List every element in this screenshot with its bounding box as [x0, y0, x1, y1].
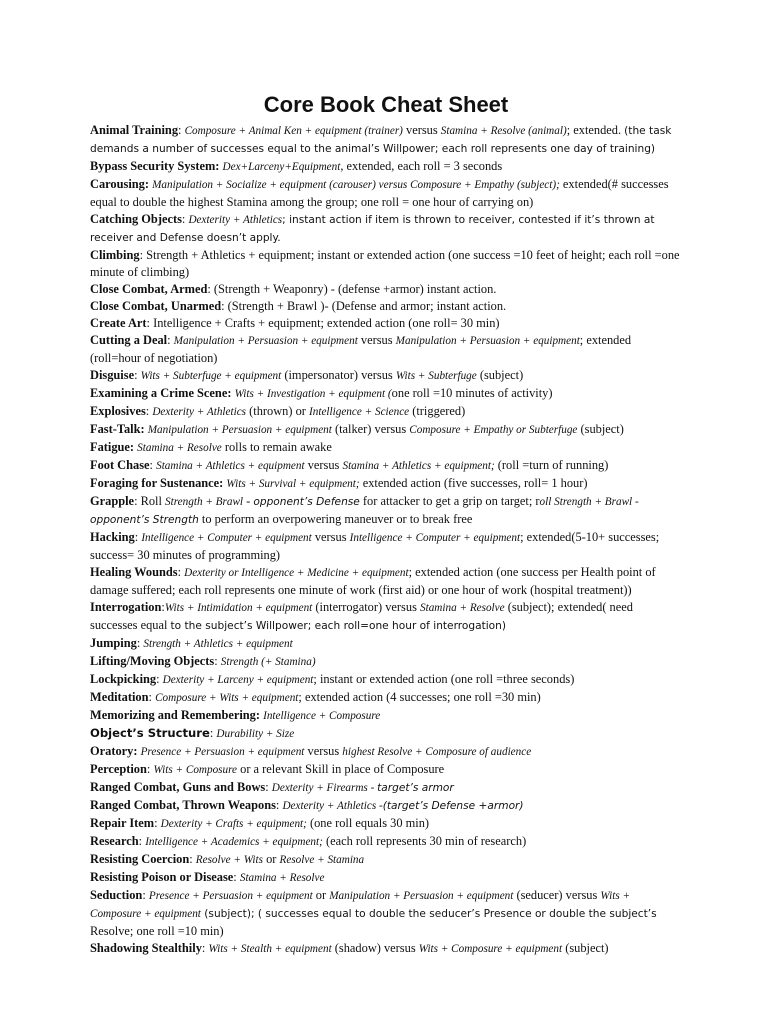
entry-memorizing-and-remembering — [90, 707, 682, 725]
entry-perception — [90, 761, 682, 779]
entry-text: : — [142, 888, 149, 902]
entry-text: versus — [357, 333, 396, 347]
entry-term: Foot Chase — [90, 458, 150, 472]
entry-text: : Intelligence + Crafts + equipment; extended action (one roll= 30 min) — [146, 316, 500, 330]
entry-formula: Wits + Composure — [153, 764, 238, 776]
entry-text: ; extended action (4 successes; one roll =30 min) — [298, 690, 541, 704]
entry-climbing — [90, 247, 682, 281]
page-title: Core Book Cheat Sheet — [263, 92, 509, 117]
entry-text: (talker) versus — [331, 422, 410, 436]
entry-formula: Resolve + Stamina — [279, 854, 365, 866]
entry-bypass-security-system — [90, 158, 682, 176]
entry-healing-wounds — [90, 564, 682, 599]
entry-term: Resisting Coercion — [90, 852, 190, 866]
entry-text: : — [156, 672, 163, 686]
entry-cutting-a-deal — [90, 332, 682, 367]
entry-explosives — [90, 403, 682, 421]
entry-text: ; instant or extended action (one roll =three seconds) — [313, 672, 575, 686]
entry-term: Bypass Security System: — [90, 159, 220, 173]
entry-text: ; extended. — [566, 123, 625, 137]
entry-text: (subject); extended( need successes equal — [90, 600, 633, 632]
entry-text: : — [148, 690, 156, 704]
entry-text: , extended, each roll = 3 seconds — [340, 159, 503, 173]
entry-term: Jumping — [90, 636, 137, 650]
cheat-sheet-page — [90, 90, 682, 958]
entry-term: Cutting a Deal — [90, 333, 168, 347]
entry-text: : — [138, 834, 146, 848]
entry-formula: Manipulation + Socialize + equipment (carouser) versus Composure + Empathy (subject); — [152, 179, 560, 191]
entry-text: : (Strength + Weaponry) - (defense +armor) instant action. — [207, 282, 497, 296]
entry-formula: highest Resolve + Composure of audience — [342, 746, 532, 758]
entry-text: : — [189, 852, 196, 866]
entry-text: (shadow) versus — [331, 941, 419, 955]
entry-term: Oratory: — [90, 744, 138, 758]
entry-formula: Wits + Subterfuge — [395, 370, 477, 382]
entry-foraging-for-sustenance — [90, 475, 682, 493]
entry-formula: Dex+Larceny+Equipment — [222, 161, 341, 173]
entry-term: Repair Item — [90, 816, 155, 830]
entry-text: extended(# successes equal to double the highest Stamina among the group; one roll = one hour of carrying on) — [90, 177, 669, 209]
entry-text: : — [136, 636, 144, 650]
entry-text: or a relevant Skill in place of Composure — [237, 762, 445, 776]
entry-note: (the task demands a number of successes equal to the animal’s Willpower; each roll represents one day of training) — [90, 125, 672, 155]
entry-text: (one roll equals 30 min) — [306, 816, 430, 830]
entry-text: ; extended(5-10+ successes; success= 30 minutes of programming) — [90, 530, 660, 562]
entry-grapple — [90, 493, 682, 529]
entry-text: : — [181, 212, 189, 226]
entry-formula-italic: opponent’s Strength — [90, 514, 199, 526]
entry-foot-chase — [90, 457, 682, 475]
entry-term: Grapple — [90, 494, 135, 508]
entry-note: (subject); ( successes equal to double the seducer’s Presence or double the subject’s — [200, 908, 657, 920]
entry-create-art — [90, 315, 682, 332]
entry-note: ; instant action if item is thrown to receiver, contested if it’s thrown at receiver and Defense doesn’t apply. — [90, 214, 655, 244]
entry-formula: Stamina + Resolve — [420, 602, 505, 614]
entry-text: (subject) — [562, 941, 609, 955]
entry-text: : — [178, 123, 185, 137]
entry-formula: Composure + Animal Ken + equipment (trainer) — [184, 125, 403, 137]
entry-formula: Presence + Persuasion + equipment — [148, 890, 313, 902]
entry-hacking — [90, 529, 682, 564]
entry-text: : — [154, 816, 161, 830]
entry-formula: Intelligence + Academics + equipment; — [145, 836, 323, 848]
entry-resisting-coercion — [90, 851, 682, 869]
entry-disguise — [90, 367, 682, 385]
entry-fatigue — [90, 439, 682, 457]
entry-ranged-combat-thrown-weapons — [90, 797, 682, 815]
entry-text: : — [209, 726, 217, 740]
entry-ranged-combat-guns-and-bows — [90, 779, 682, 797]
entry-text: : — [265, 780, 272, 794]
entry-formula: Stamina + Athletics + equipment — [156, 460, 305, 472]
entry-formula: Stamina + Resolve (animal) — [440, 125, 567, 137]
entry-text: : — [145, 404, 153, 418]
entry-formula: Intelligence + Computer + equipment — [141, 532, 312, 544]
entry-term: Lifting/Moving Objects — [90, 654, 215, 668]
entry-term: Memorizing and Remembering: — [90, 708, 260, 722]
entry-shadowing-stealthily — [90, 940, 682, 958]
entry-text: : — [177, 565, 185, 579]
entry-oratory — [90, 743, 682, 761]
entry-text: or — [312, 888, 330, 902]
entry-text: (seducer) versus — [513, 888, 601, 902]
entry-text: : — [134, 530, 142, 544]
entry-formula: Strength + Brawl — [165, 496, 244, 508]
entry-term: Ranged Combat, Guns and Bows — [90, 780, 266, 794]
entry-text: (subject) — [476, 368, 524, 382]
entry-close-combat-armed — [90, 281, 682, 298]
entry-jumping — [90, 635, 682, 653]
entry-lockpicking — [90, 671, 682, 689]
entry-catching-objects — [90, 211, 682, 247]
entry-formula: Dexterity or Intelligence + Medicine + equipment — [184, 567, 409, 579]
entry-formula: Intelligence + Composure — [263, 710, 381, 722]
entry-formula: Dexterity + Firearms - — [271, 782, 378, 794]
entry-text: : — [161, 600, 165, 614]
entry-text: (roll =turn of running) — [494, 458, 609, 472]
entry-term: Interrogation — [90, 600, 162, 614]
entry-formula: Dexterity + Crafts + equipment; — [160, 818, 307, 830]
entry-term: Explosives — [90, 404, 146, 418]
entry-close-combat-unarmed — [90, 298, 682, 315]
entry-animal-training — [90, 122, 682, 158]
entry-formula: Stamina + Athletics + equipment; — [342, 460, 495, 472]
entry-text: : Strength + Athletics + equipment; instant or extended action (one success =10 feet of height; each roll =one minute of climbing) — [90, 248, 680, 279]
entry-formula: Dexterity + Athletics - — [282, 800, 383, 812]
entry-term: Seduction — [90, 888, 143, 902]
entry-formula: Stamina + Resolve — [239, 872, 325, 884]
entry-text: : (Strength + Brawl )- (Defense and armor; instant action. — [221, 299, 507, 313]
entry-text: : — [214, 654, 221, 668]
entry-term: Fatigue: — [90, 440, 135, 454]
entry-text: : — [233, 870, 240, 884]
entry-text: : — [167, 333, 174, 347]
entry-text: versus — [304, 744, 343, 758]
entry-list — [90, 122, 682, 958]
entry-text: : — [134, 368, 141, 382]
entry-formula: Manipulation + Persuasion + equipment — [147, 424, 332, 436]
entry-text: (impersonator) versus — [281, 368, 396, 382]
entry-text: : — [275, 798, 283, 812]
entry-text: (subject) — [577, 422, 624, 436]
entry-fast-talk — [90, 421, 682, 439]
entry-term: Resisting Poison or Disease — [90, 870, 234, 884]
entry-text: (thrown) or — [246, 404, 310, 418]
entry-formula: Strength (+ Stamina) — [220, 656, 316, 668]
entry-lifting-moving-objects — [90, 653, 682, 671]
entry-text: for attacker to get a grip on target; r — [359, 494, 540, 508]
entry-term: Object’s Structure — [90, 726, 210, 740]
entry-formula: Wits + Survival + equipment; — [226, 478, 360, 490]
entry-term: Foraging for Sustenance: — [90, 476, 224, 490]
entry-formula: Composure + Empathy or Subterfuge — [409, 424, 578, 436]
entry-formula: Dexterity + Larceny + equipment — [162, 674, 314, 686]
entry-term: Disguise — [90, 368, 135, 382]
entry-formula: Resolve + Wits — [195, 854, 263, 866]
entry-text: : — [146, 762, 154, 776]
entry-formula: Dexterity + Athletics — [188, 214, 283, 226]
entry-note: to the subject’s Willpower; each roll=one hour of interrogation) — [170, 620, 506, 632]
entry-text: versus — [311, 530, 350, 544]
entry-object-s-structure — [90, 725, 682, 743]
entry-term: Healing Wounds — [90, 565, 178, 579]
entry-formula: Strength + Athletics + equipment — [143, 638, 293, 650]
entry-formula: Wits + Composure + equipment — [418, 943, 563, 955]
entry-term: Examining a Crime Scene: — [90, 386, 232, 400]
entry-term: Close Combat, Armed — [90, 282, 208, 296]
entry-text: ; extended action (one success per Health point of damage suffered; each roll represents one minute of work (first aid) or one hour of work (hospital treatment)) — [90, 565, 656, 597]
entry-formula: Presence + Persuasion + equipment — [140, 746, 305, 758]
entry-text: Resolve; one roll =10 min) — [90, 924, 224, 938]
entry-formula: Dexterity + Athletics — [152, 406, 247, 418]
entry-term: Ranged Combat, Thrown Weapons — [90, 798, 276, 812]
entry-term: Close Combat, Unarmed — [90, 299, 222, 313]
entry-formula: Durability + Size — [216, 728, 295, 740]
entry-formula: Intelligence + Science — [309, 406, 410, 418]
entry-formula: Wits + Stealth + equipment — [208, 943, 332, 955]
entry-text: (triggered) — [409, 404, 466, 418]
entry-term: Research — [90, 834, 139, 848]
entry-formula-italic: target’s armor — [377, 782, 454, 794]
entry-text: or — [262, 852, 280, 866]
entry-repair-item — [90, 815, 682, 833]
entry-formula: oll Strength + Brawl - — [539, 496, 639, 508]
entry-term: Carousing: — [90, 177, 149, 191]
entry-text: to perform an overpowering maneuver or to break free — [198, 512, 473, 526]
entry-carousing — [90, 176, 682, 211]
entry-term: Fast-Talk: — [90, 422, 145, 436]
entry-formula: Manipulation + Persuasion + equipment — [173, 335, 358, 347]
entry-term: Create Art — [90, 316, 147, 330]
entry-formula: Wits + Intimidation + equipment — [164, 602, 313, 614]
entry-term: Catching Objects — [90, 212, 182, 226]
entry-research — [90, 833, 682, 851]
entry-formula: Wits + Subterfuge + equipment — [140, 370, 282, 382]
entry-text: versus — [402, 123, 441, 137]
entry-examining-a-crime-scene — [90, 385, 682, 403]
entry-term: Animal Training — [90, 123, 179, 137]
entry-text: ; extended (roll=hour of negotiation) — [90, 333, 632, 365]
entry-text: (each roll represents 30 min of research) — [322, 834, 527, 848]
entry-formula: Wits + Investigation + equipment ( — [234, 388, 392, 400]
entry-formula: Manipulation + Persuasion + equipment — [395, 335, 580, 347]
entry-text: rolls to remain awake — [221, 440, 332, 454]
entry-text: one roll =10 minutes of activity) — [391, 386, 553, 400]
entry-text: versus — [304, 458, 343, 472]
entry-resisting-poison-or-disease — [90, 869, 682, 887]
entry-term: Meditation — [90, 690, 149, 704]
entry-meditation — [90, 689, 682, 707]
entry-formula: Stamina + Resolve — [137, 442, 222, 454]
entry-term: Climbing — [90, 248, 140, 262]
entry-formula: Wits + Composure + equipment — [90, 890, 631, 920]
entry-formula-italic: (target’s Defense +armor) — [382, 800, 524, 812]
entry-term: Shadowing Stealthily — [90, 941, 202, 955]
entry-term: Hacking — [90, 530, 135, 544]
entry-text: : — [201, 941, 209, 955]
entry-text: (interrogator) versus — [312, 600, 420, 614]
entry-seduction — [90, 887, 682, 940]
entry-formula: Intelligence + Computer + equipment — [349, 532, 521, 544]
entry-interrogation — [90, 599, 682, 635]
entry-formula-italic: opponent’s Defense — [253, 496, 360, 508]
entry-text: extended action (five successes, roll= 1 hour) — [359, 476, 588, 490]
entry-formula: Manipulation + Persuasion + equipment — [329, 890, 514, 902]
entry-text: - — [243, 494, 254, 508]
entry-term: Perception — [90, 762, 147, 776]
entry-formula: Composure + Wits + equipment — [155, 692, 299, 704]
entry-text: : — [149, 458, 157, 472]
entry-text: : Roll — [134, 494, 166, 508]
entry-term: Lockpicking — [90, 672, 157, 686]
